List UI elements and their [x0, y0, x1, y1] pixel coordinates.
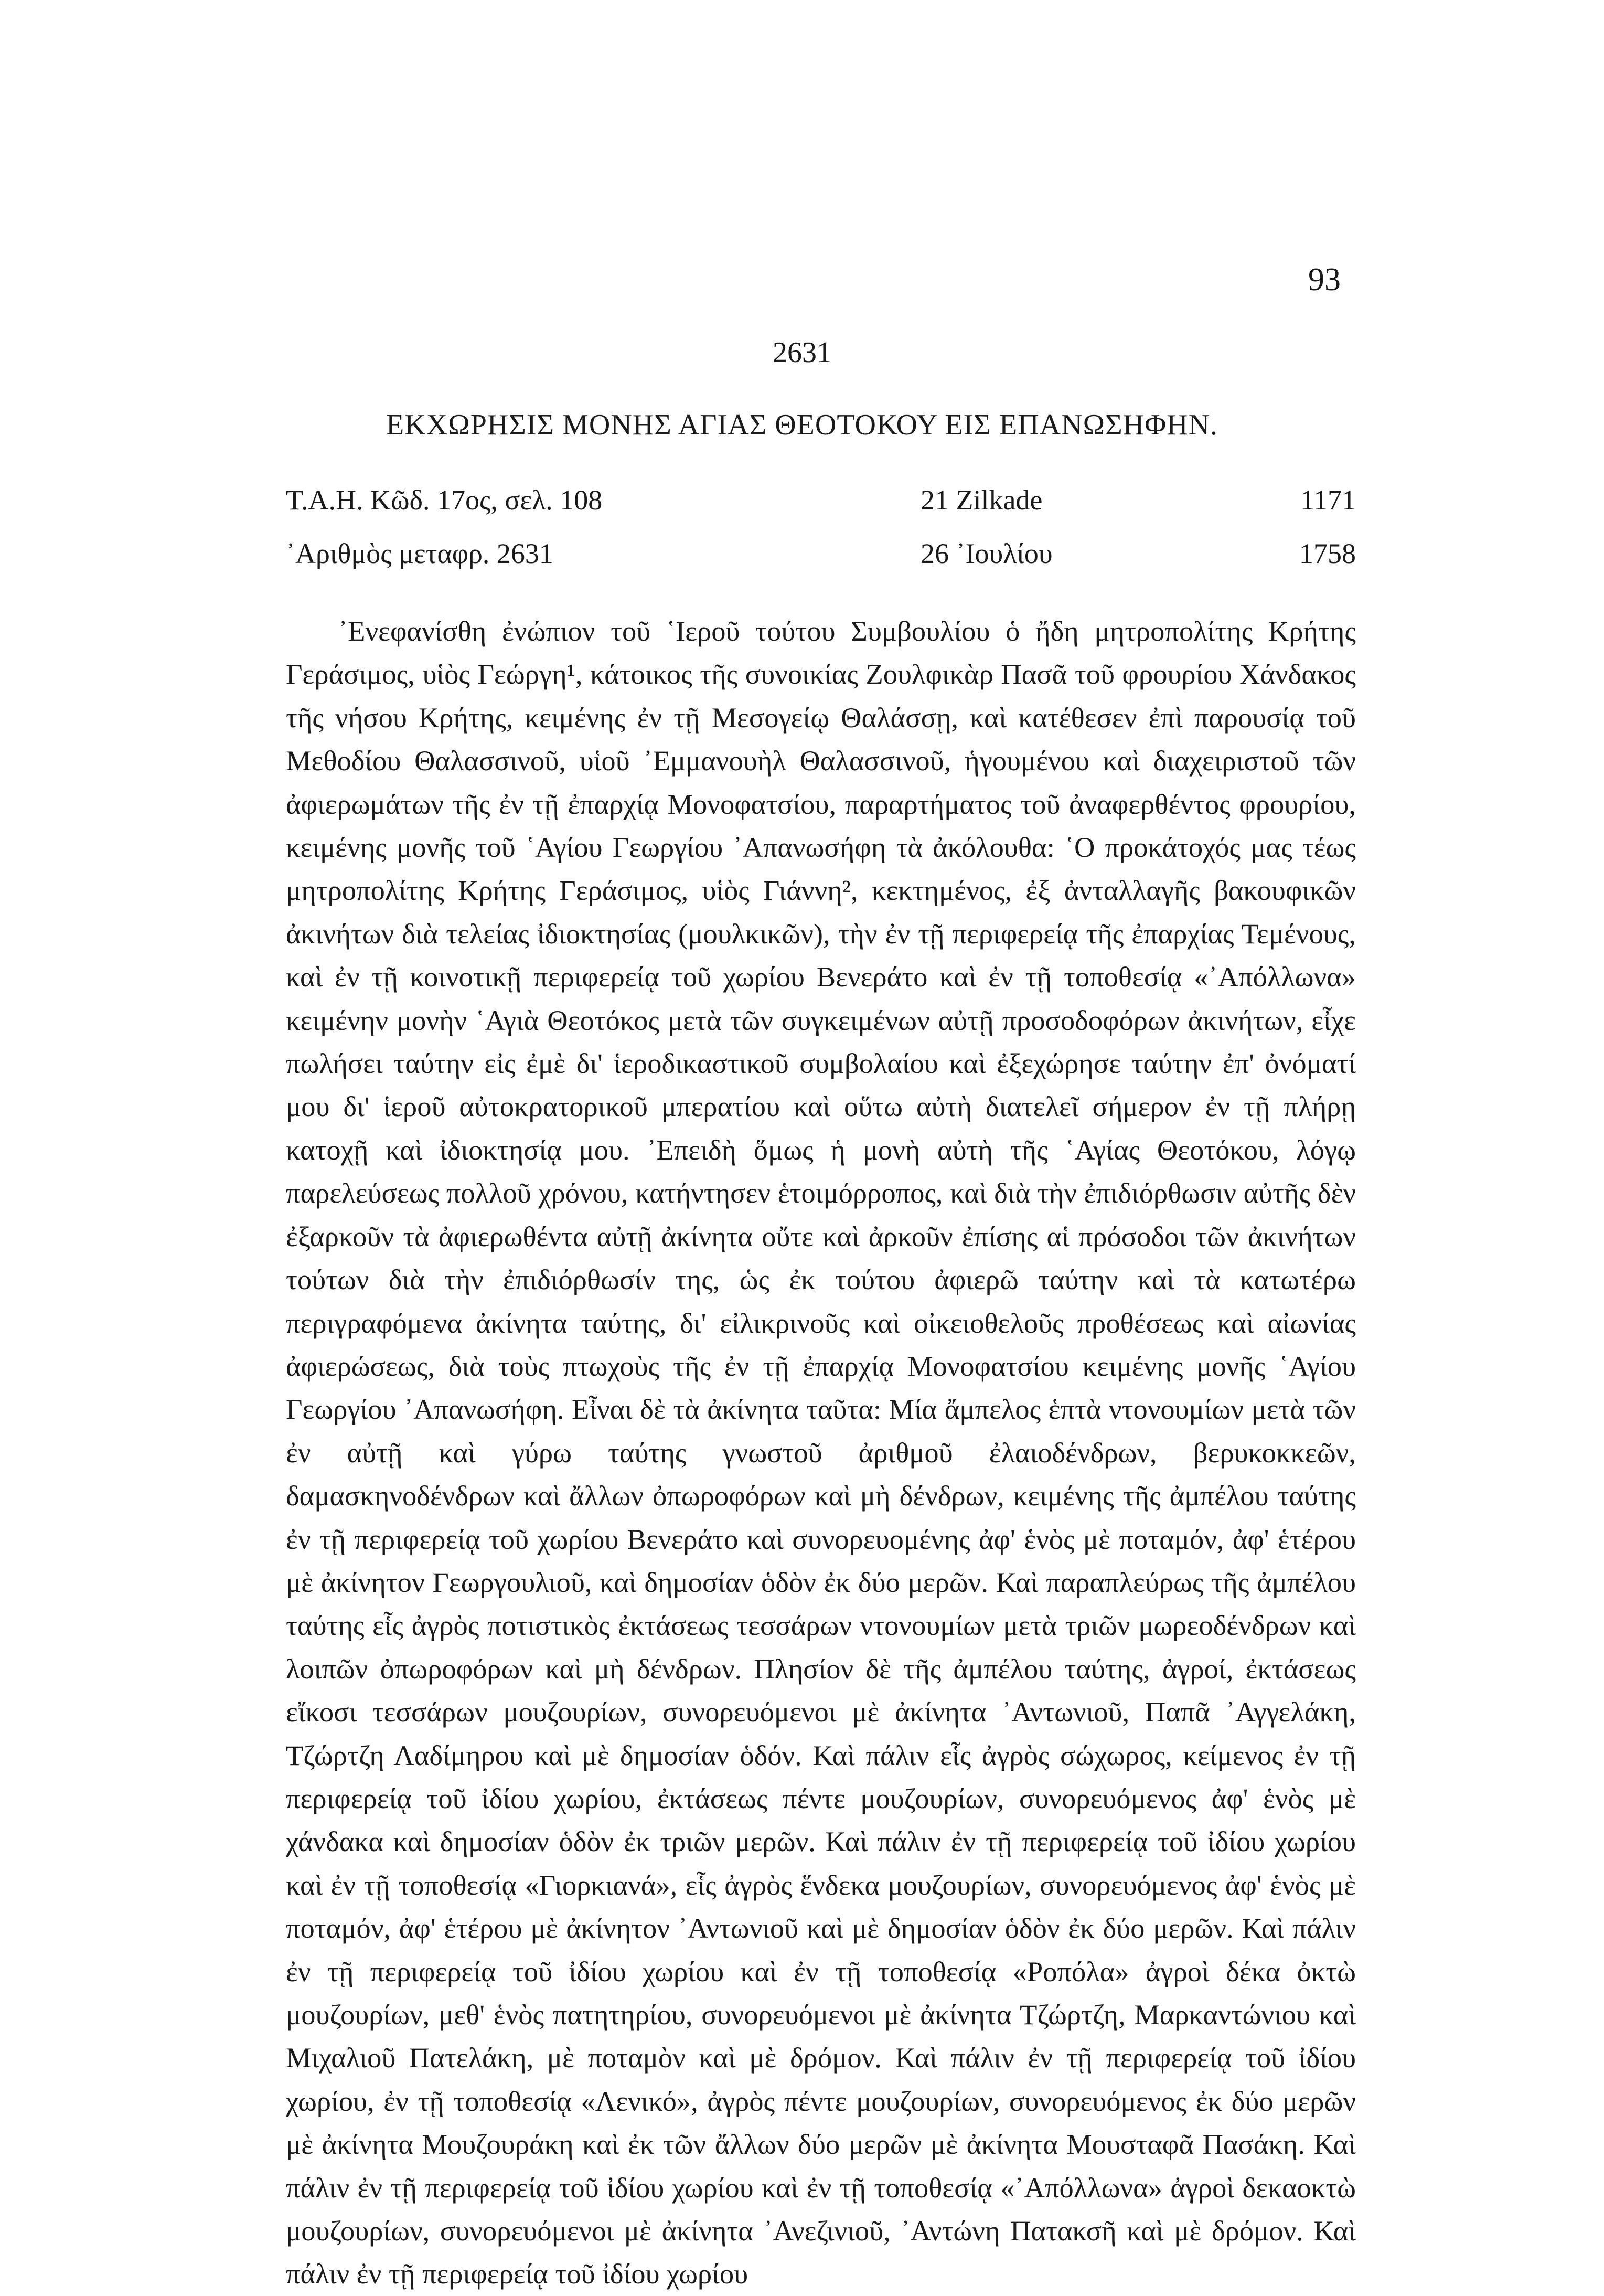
metadata-row-translation — [286, 537, 1356, 574]
translation-number: ᾿Αριθμὸς μεταφρ. 2631 — [286, 538, 553, 569]
metadata-row-source — [286, 484, 1356, 520]
hijri-date: 21 Zilkade — [921, 484, 1043, 516]
document-number: 2631 — [773, 336, 831, 369]
source-reference: Τ.Α.Η. Κῶδ. 17ος, σελ. 108 — [286, 484, 603, 516]
document-body — [286, 610, 1356, 2296]
gregorian-year: 1758 — [1299, 538, 1356, 569]
page-number: 93 — [1308, 262, 1341, 297]
body-paragraph: ᾿Ενεφανίσθη ἐνώπιον τοῦ ῾Ιεροῦ τούτου Συμβουλίου ὁ ἤδη μητροπολίτης Κρήτης Γεράσιμος, υἱὸς Γεώργη¹, κάτοικος τῆς συνοικίας Ζουλφικὰρ Πασᾶ τοῦ φρουρίου Χάνδακος τῆς νήσου Κρήτης, κειμένης ἐν τῇ Μεσογείῳ Θαλάσσῃ, καὶ κατέθεσεν ἐπὶ παρουσίᾳ τοῦ Μεθοδίου Θαλασσινοῦ, υἱοῦ ᾿Εμμανουὴλ Θαλασσινοῦ, ἡγουμένου καὶ διαχειριστοῦ τῶν ἀφιερωμάτων τῆς ἐν τῇ ἐπαρχίᾳ Μονοφατσίου, παραρτήματος τοῦ ἀναφερθέντος φρουρίου, κειμένης μονῆς τοῦ ῾Αγίου Γεωργίου ᾿Απανωσήφη τὰ ἀκόλουθα: ῾Ο προκάτοχός μας τέως μητροπολίτης Κρήτης Γεράσιμος, υἱὸς Γιάννη², κεκτημένος, ἐξ ἀνταλλαγῆς βακουφικῶν ἀκινήτων διὰ τελείας ἰδιοκτησίας (μουλκικῶν), τὴν ἐν τῇ περιφερείᾳ τῆς ἐπαρχίας Τεμένους, καὶ ἐν τῇ κοινοτικῇ περιφερείᾳ τοῦ χωρίου Βενεράτο καὶ ἐν τῇ τοποθεσίᾳ «᾿Απόλλωνα» κειμένην μονὴν ῾Αγιὰ Θεοτόκος μετὰ τῶν συγκειμένων αὐτῇ προσοδοφόρων ἀκινήτων, εἶχε πωλήσει ταύτην εἰς ἐμὲ δι' ἱεροδικαστικοῦ συμβολαίου καὶ ἐξεχώρησε ταύτην ἐπ' ὀνόματί μου δι' ἱεροῦ αὐτοκρατορικοῦ μπερατίου καὶ οὕτω αὐτὴ διατελεῖ σήμερον ἐν τῇ πλήρῃ κατοχῇ καὶ ἰδιοκτησίᾳ μου. ᾿Επειδὴ ὅμως ἡ μονὴ αὐτὴ τῆς ῾Αγίας Θεοτόκου, λόγῳ παρελεύσεως πολλοῦ χρόνου, κατήντησεν ἑτοιμόρροπος, καὶ διὰ τὴν ἐπιδιόρθωσιν αὐτῆς δὲν ἐξαρκοῦν τὰ ἀφιερωθέντα αὐτῇ ἀκίνητα οὔτε καὶ ἀρκοῦν ἐπίσης αἱ πρόσοδοι τῶν ἀκινήτων τούτων διὰ τὴν ἐπιδιόρθωσίν της, ὡς ἐκ τούτου ἀφιερῶ ταύτην καὶ τὰ κατωτέρω περιγραφόμενα ἀκίνητα ταύτης, δι' εἰλικρινοῦς καὶ οἰκειοθελοῦς προθέσεως καὶ αἰωνίας ἀφιερώσεως, διὰ τοὺς πτωχοὺς τῆς ἐν τῇ ἐπαρχίᾳ Μονοφατσίου κειμένης μονῆς ῾Αγίου Γεωργίου ᾿Απανωσήφη. Εἶναι δὲ τὰ ἀκίνητα ταῦτα: Μία ἄμπελος ἑπτὰ ντονουμίων μετὰ τῶν ἐν αὐτῇ καὶ γύρω ταύτης γνωστοῦ ἀριθμοῦ ἐλαιοδένδρων, βερυκοκκεῶν, δαμασκηνοδένδρων καὶ ἄλλων ὀπωροφόρων καὶ μὴ δένδρων, κειμένης τῆς ἀμπέλου ταύτης ἐν τῇ περιφερείᾳ τοῦ χωρίου Βενεράτο καὶ συνορευομένης ἀφ' ἑνὸς μὲ ποταμόν, ἀφ' ἑτέρου μὲ ἀκίνητον Γεωργουλιοῦ, καὶ δημοσίαν ὁδὸν ἐκ δύο μερῶν. Καὶ παραπλεύρως τῆς ἀμπέλου ταύτης εἷς ἀγρὸς ποτιστικὸς ἐκτάσεως τεσσάρων ντονουμίων μετὰ τριῶν μωρεοδένδρων καὶ λοιπῶν ὀπωροφόρων καὶ μὴ δένδρων. Πλησίον δὲ τῆς ἀμπέλου ταύτης, ἀγροί, ἐκτάσεως εἴκοσι τεσσάρων μουζουρίων, συνορευόμενοι μὲ ἀκίνητα ᾿Αντωνιοῦ, Παπᾶ ᾿Αγγελάκη, Τζώρτζη Λαδίμηρου καὶ μὲ δημοσίαν ὁδόν. Καὶ πάλιν εἷς ἀγρὸς σώχωρος, κείμενος ἐν τῇ περιφερείᾳ τοῦ ἰδίου χωρίου, ἐκτάσεως πέντε μουζουρίων, συνορευόμενος ἀφ' ἑνὸς μὲ χάνδακα καὶ δημοσίαν ὁδὸν ἐκ τριῶν μερῶν. Καὶ πάλιν ἐν τῇ περιφερείᾳ τοῦ ἰδίου χωρίου καὶ ἐν τῇ τοποθεσίᾳ «Γιορκιανά», εἷς ἀγρὸς ἕνδεκα μουζουρίων, συνορευόμενος ἀφ' ἑνὸς μὲ ποταμόν, ἀφ' ἑτέρου μὲ ἀκίνητον ᾿Αντωνιοῦ καὶ μὲ δημοσίαν ὁδὸν ἐκ δύο μερῶν. Καὶ πάλιν ἐν τῇ περιφερείᾳ τοῦ ἰδίου χωρίου καὶ ἐν τῇ τοποθεσίᾳ «Ροπόλα» ἀγροὶ δέκα ὀκτὼ μουζουρίων, μεθ' ἑνὸς πατητηρίου, συνορευόμενοι μὲ ἀκίνητα Τζώρτζη, Μαρκαντώνιου καὶ Μιχαλιοῦ Πατελάκη, μὲ ποταμὸν καὶ μὲ δρόμον. Καὶ πάλιν ἐν τῇ περιφερείᾳ τοῦ ἰδίου χωρίου, ἐν τῇ τοποθεσίᾳ «Λενικό», ἀγρὸς πέντε μουζουρίων, συνορευόμενος ἐκ δύο μερῶν μὲ ἀκίνητα Μουζουράκη καὶ ἐκ τῶν ἄλλων δύο μερῶν μὲ ἀκίνητα Μουσταφᾶ Πασάκη. Καὶ πάλιν ἐν τῇ περιφερείᾳ τοῦ ἰδίου χωρίου καὶ ἐν τῇ τοποθεσίᾳ «᾿Απόλλωνα» ἀγροὶ δεκαοκτὼ μουζουρίων, συνορευόμενοι μὲ ἀκίνητα ᾿Ανεζινιοῦ, ᾿Αντώνη Πατακσῆ καὶ μὲ δρόμον. Καὶ πάλιν ἐν τῇ περιφερείᾳ τοῦ ἰδίου χωρίου — [286, 615, 1356, 2290]
hijri-year: 1171 — [1300, 484, 1356, 516]
document-title: ΕΚΧΩΡΗΣΙΣ ΜΟΝΗΣ ΑΓΙΑΣ ΘΕΟΤΟΚΟΥ ΕΙΣ ΕΠΑΝΩΣΗΦΗΝ. — [386, 409, 1218, 441]
gregorian-date: 26 ᾿Ιουλίου — [921, 538, 1053, 569]
